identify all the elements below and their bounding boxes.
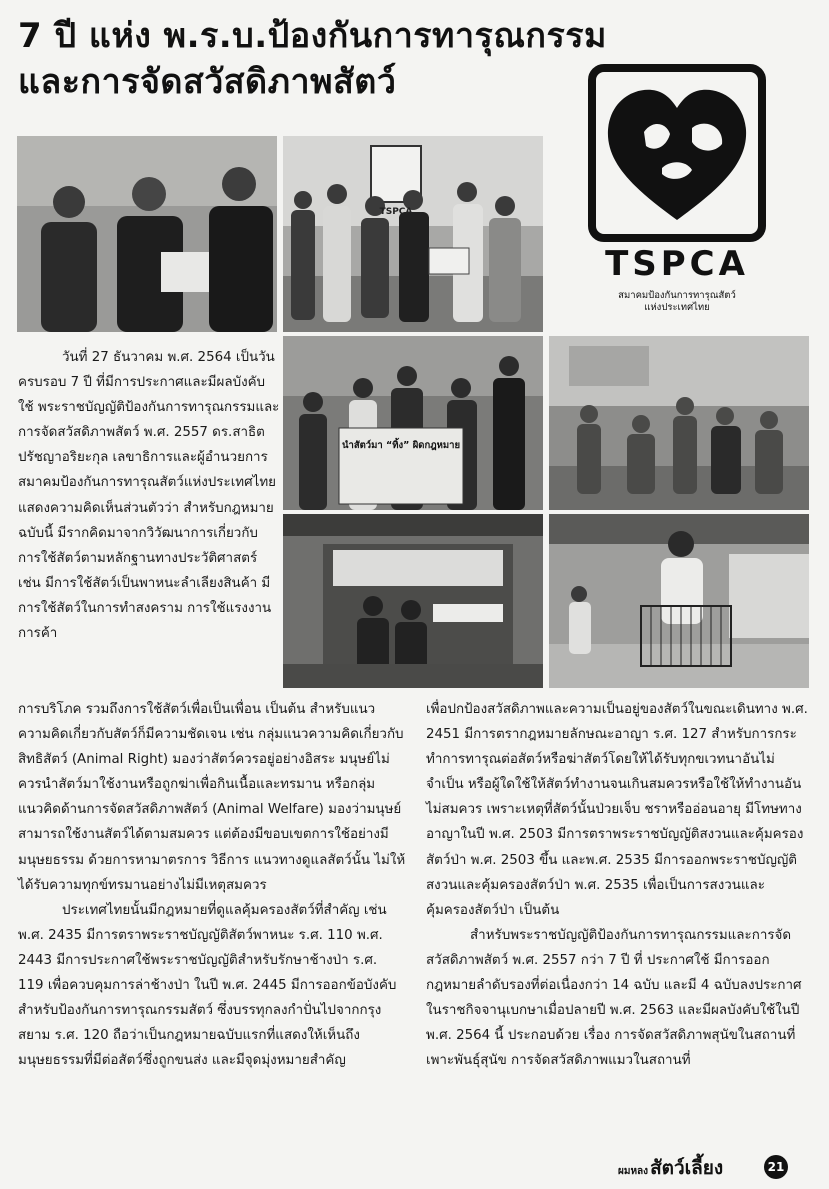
magazine-logo [618,1153,723,1183]
tspca-logo [588,64,766,313]
photo-scouts-illustration [549,336,809,510]
page-number: 21 [764,1155,788,1179]
paragraph: สำหรับพระราชบัญญัติป้องกันการทารุณกรรมและการจัดสวัสดิภาพสัตว์ พ.ศ. 2557 กว่า 7 ปี ที่ ประกาศใช้ มีการออกกฎหมายลำดับรองที่ต่อเนื่องกว่า 14 ฉบับ และมี 4 ฉบับลงประกาศในราชกิจจานุเบกษาเมื่อปลายปี พ.ศ. 2563 และมีผลบังคับใช้ในปี พ.ศ. 2564 นี้ ประกอบด้วย เรื่อง การจัดสวัสดิภาพสุนัขในสถานที่เพาะพันธุ์สุนัข การจัดสวัสดิภาพแมวในสถานที่ [426,927,802,1069]
logo-name: TSPCA [605,244,749,284]
photo3-banner-text: นำสัตว์มา “ทิ้ง” ผิดกฎหมาย [341,440,461,451]
article-title-line1: 7 ปี แห่ง พ.ร.บ.ป้องกันการทารุณกรรม [18,16,607,56]
paragraph: ประเทศไทยนั้นมีกฎหมายที่ดูแลคุ้มครองสัตว์ที่สำคัญ เช่น พ.ศ. 2435 มีการตราพระราชบัญญัติสัตว์พาหนะ ร.ศ. 110 พ.ศ. 2443 มีการประกาศใช้พระราชบัญญัติสำหรับรักษาช้างป่า ร.ศ. 119 เพื่อควบคุมการล่าช้างป่า ในปี พ.ศ. 2445 มีการออกข้อบังคับสำหรับป้องกันการทารุณกรรมสัตว์ ซึ่งบรรทุกลงกำปั่นไปจากกรุงสยาม ร.ศ. 120 ถือว่าเป็นกฎหมายฉบับแรกที่แสดงให้เห็นถึงมนุษยธรรมที่มีต่อสัตว์ซึ่งถูกขนส่ง และมีจุดมุ่งหมายสำคัญ [18,902,397,1069]
logo-subtitle-line2: แห่งประเทศไทย [644,302,710,313]
photo-group-illustration [283,136,543,332]
article-title-line2: และการจัดสวัสดิภาพสัตว์ [18,62,397,102]
photo-scouts-group [549,336,809,510]
paragraph: การบริโภค รวมถึงการใช้สัตว์เพื่อเป็นเพื่อน เป็นต้น สำหรับแนวความคิดเกี่ยวกับสัตว์ก็มีความชัดเจน เช่น กลุ่มแนวความคิดเกี่ยวกับสิทธิสัตว์ (Animal Right) มองว่าสัตว์ควรอยู่อย่างอิสระ มนุษย์ไม่ควรนำสัตว์มาใช้งานหรือถูกฆ่าเพื่อกินเนื้อและทรมาน หรือกลุ่มแนวคิดด้านการจัดสวัสดิภาพสัตว์ (Animal Welfare) มองว่ามนุษย์สามารถใช้งานสัตว์ได้ตามสมควร แต่ต้องมีขอบเขตการใช้อย่างมีมนุษยธรรม ด้วยการหามาตรการ วิธีการ แนวทางดูแลสัตว์นั้น ไม่ให้ได้รับความทุกข์ทรมานอย่างไม่มีเหตุสมควร [18,702,406,893]
body-column-left-narrow [18,345,280,646]
photo-signing-ceremony [17,136,277,332]
magazine-logo-name: สัตว์เลี้ยง [650,1157,724,1179]
photo-association-banner [283,514,543,688]
magazine-logo-small: ผมหลง [618,1166,649,1177]
photo-dog-cage [549,514,809,688]
logo-subtitle [588,290,766,314]
logo-frame [588,64,766,242]
heart-animals-icon [596,72,758,234]
body-column-left-wide [18,697,406,1073]
photo-banner-illustration [283,336,543,510]
logo-subtitle-line1: สมาคมป้องกันการทารุณสัตว์ [618,290,736,301]
photo-group-tspca [283,136,543,332]
paragraph: เพื่อปกป้องสวัสดิภาพและความเป็นอยู่ของสัตว์ในขณะเดินทาง พ.ศ. 2451 มีการตรากฎหมายลักษณะอาญา ร.ศ. 127 สำหรับการกระทำการทารุณต่อสัตว์หรือฆ่าสัตว์โดยให้ได้รับทุกขเวทนาอันไม่จำเป็น หรือผู้ใดใช้ให้สัตว์ทำงานจนเกินสมควรหรือใช้ให้ทำงานอันไม่สมควร เพราะเหตุที่สัตว์นั้นป่วยเจ็บ ชราหรืออ่อนอายุ มีโทษทางอาญาในปี พ.ศ. 2503 มีการตราพระราชบัญญัติสงวนและคุ้มครองสัตว์ป่า พ.ศ. 2503 ขึ้น และพ.ศ. 2535 มีการออกพระราชบัญญัติสงวนและคุ้มครองสัตว์ป่า พ.ศ. 2535 เพื่อเป็นการสงวนและคุ้มครองสัตว์ป่า เป็นต้น [426,702,808,918]
photo2-sign-text: TSPCA [379,207,413,217]
photo-cage-illustration [549,514,809,688]
photo-association-illustration [283,514,543,688]
photo-banner-campaign [283,336,543,510]
paragraph: วันที่ 27 ธันวาคม พ.ศ. 2564 เป็นวันครบรอบ 7 ปี ที่มีการประกาศและมีผลบังคับใช้ พระราชบัญญัติป้องกันการทารุณกรรมและการจัดสวัสดิภาพสัตว์ พ.ศ. 2557 ดร.สาธิต ปรัชญาอริยะกุล เลขาธิการและผู้อำนวยการสมาคมป้องกันการทารุณสัตว์แห่งประเทศไทย แสดงความคิดเห็นส่วนตัวว่า สำหรับกฎหมายฉบับนี้ มีรากคิดมาจากวิวัฒนาการเกี่ยวกับการใช้สัตว์ตามหลักฐานทางประวัติศาสตร์ เช่น มีการใช้สัตว์เป็นพาหนะลำเลียงสินค้า มีการใช้สัตว์ในการทำสงคราม การใช้แรงงาน การค้า [18,350,280,642]
photo-people-illustration [17,136,277,332]
body-column-right [426,697,810,1073]
